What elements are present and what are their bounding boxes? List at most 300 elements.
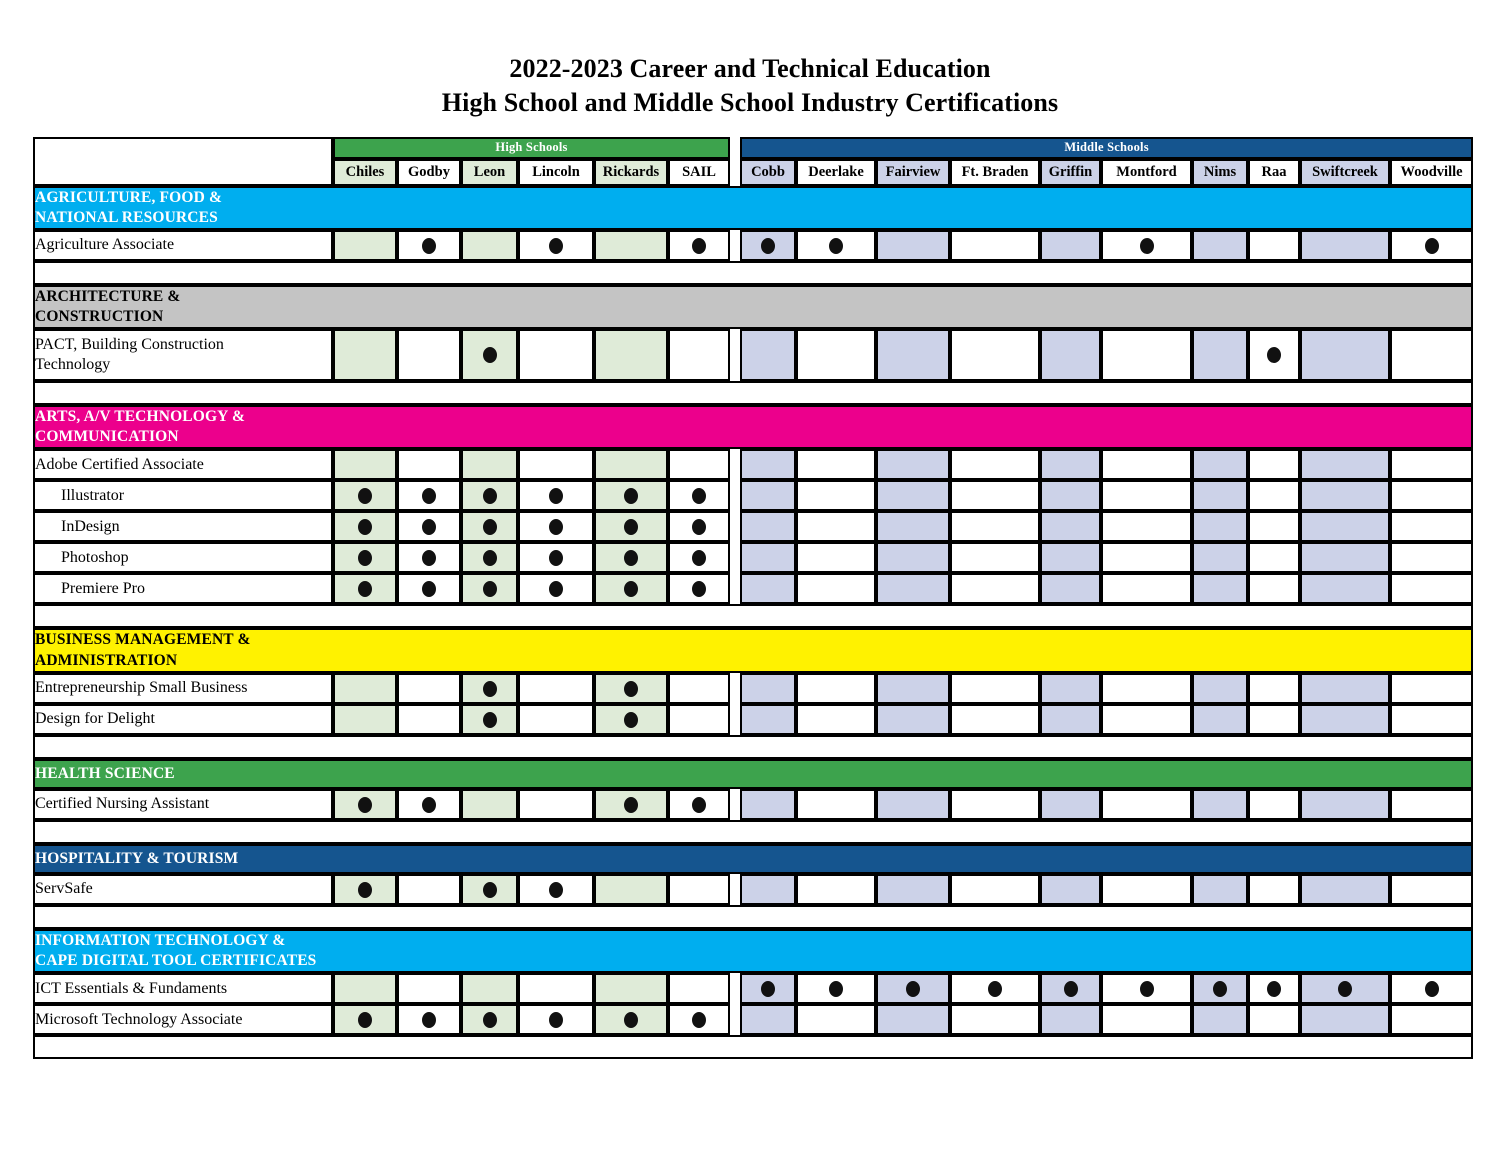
cell-fairview bbox=[876, 329, 950, 381]
cell-godby bbox=[397, 542, 461, 573]
cell-sail bbox=[668, 573, 730, 604]
certification-dot bbox=[358, 550, 372, 566]
cell-sail bbox=[668, 673, 730, 704]
certification-dot bbox=[358, 797, 372, 813]
cell-woodville bbox=[1390, 1004, 1473, 1035]
cell-raa bbox=[1248, 480, 1300, 511]
certification-label: Certified Nursing Assistant bbox=[33, 789, 333, 820]
category-header-hospitality bbox=[33, 844, 1473, 874]
cell-griffin bbox=[1040, 573, 1101, 604]
school-header-deerlake: Deerlake bbox=[796, 159, 876, 186]
cell-nims bbox=[1192, 511, 1248, 542]
cell-lincoln bbox=[518, 573, 594, 604]
cell-fairview bbox=[876, 973, 950, 1004]
certification-dot bbox=[483, 882, 497, 898]
certifications-table bbox=[33, 137, 1473, 1060]
cell-montford bbox=[1101, 874, 1192, 905]
cell-sail bbox=[668, 449, 730, 480]
cell-griffin bbox=[1040, 1004, 1101, 1035]
cell-lincoln bbox=[518, 789, 594, 820]
school-header-cobb: Cobb bbox=[740, 159, 796, 186]
category-header-row-business bbox=[33, 628, 1473, 672]
cell-nims bbox=[1192, 449, 1248, 480]
cell-chiles bbox=[333, 329, 397, 381]
cell-lincoln bbox=[518, 480, 594, 511]
page-title bbox=[0, 0, 1500, 120]
section-gap-column bbox=[730, 673, 740, 704]
cell-cobb bbox=[740, 1004, 796, 1035]
cell-raa bbox=[1248, 329, 1300, 381]
certification-label: Adobe Certified Associate bbox=[33, 449, 333, 480]
cell-rickards bbox=[594, 874, 668, 905]
certification-dot bbox=[624, 1012, 638, 1028]
cell-leon bbox=[461, 230, 518, 261]
school-header-griffin: Griffin bbox=[1040, 159, 1101, 186]
cell-swiftcreek bbox=[1300, 449, 1390, 480]
cell-cobb bbox=[740, 874, 796, 905]
certification-row bbox=[33, 449, 1473, 480]
cell-leon bbox=[461, 973, 518, 1004]
certification-dot bbox=[483, 1012, 497, 1028]
category-header-row-hospitality bbox=[33, 844, 1473, 874]
cell-woodville bbox=[1390, 704, 1473, 735]
school-header-woodville: Woodville bbox=[1390, 159, 1473, 186]
cell-swiftcreek bbox=[1300, 973, 1390, 1004]
category-header-business bbox=[33, 628, 1473, 672]
cell-godby bbox=[397, 511, 461, 542]
certification-dot bbox=[692, 519, 706, 535]
spacer-cell bbox=[33, 261, 1473, 285]
category-header-row-agriculture bbox=[33, 186, 1473, 230]
cell-sail bbox=[668, 511, 730, 542]
section-spacer-row bbox=[33, 820, 1473, 844]
cell-raa bbox=[1248, 230, 1300, 261]
cell-leon bbox=[461, 1004, 518, 1035]
category-header-row-information-technology bbox=[33, 929, 1473, 973]
certification-dot bbox=[549, 488, 563, 504]
cell-rickards bbox=[594, 511, 668, 542]
cell-nims bbox=[1192, 480, 1248, 511]
certification-dot bbox=[829, 981, 843, 997]
certification-row bbox=[33, 789, 1473, 820]
certification-row bbox=[33, 704, 1473, 735]
certification-dot bbox=[422, 1012, 436, 1028]
cell-raa bbox=[1248, 789, 1300, 820]
cell-woodville bbox=[1390, 973, 1473, 1004]
certification-dot bbox=[829, 238, 843, 254]
certification-label: Entrepreneurship Small Business bbox=[33, 673, 333, 704]
cell-nims bbox=[1192, 573, 1248, 604]
cell-fairview bbox=[876, 480, 950, 511]
cell-godby bbox=[397, 1004, 461, 1035]
cell-godby bbox=[397, 789, 461, 820]
section-gap-column bbox=[730, 789, 740, 820]
certification-dot bbox=[483, 550, 497, 566]
cell-swiftcreek bbox=[1300, 673, 1390, 704]
school-header-lincoln: Lincoln bbox=[518, 159, 594, 186]
section-spacer-row bbox=[33, 735, 1473, 759]
cell-woodville bbox=[1390, 573, 1473, 604]
cell-leon bbox=[461, 789, 518, 820]
certification-label: ServSafe bbox=[33, 874, 333, 905]
cell-swiftcreek bbox=[1300, 480, 1390, 511]
school-header-godby: Godby bbox=[397, 159, 461, 186]
cell-nims bbox=[1192, 704, 1248, 735]
cell-cobb bbox=[740, 542, 796, 573]
cell-griffin bbox=[1040, 973, 1101, 1004]
certification-label: Photoshop bbox=[33, 542, 333, 573]
section-gap-column bbox=[730, 329, 740, 381]
spacer-cell bbox=[33, 820, 1473, 844]
spacer-cell bbox=[33, 735, 1473, 759]
cell-leon bbox=[461, 673, 518, 704]
certification-dot bbox=[1267, 347, 1281, 363]
cell-godby bbox=[397, 973, 461, 1004]
certification-dot bbox=[1140, 238, 1154, 254]
cell-cobb bbox=[740, 673, 796, 704]
certification-label bbox=[33, 329, 333, 381]
cell-woodville bbox=[1390, 480, 1473, 511]
cell-godby bbox=[397, 673, 461, 704]
certification-dot bbox=[422, 797, 436, 813]
cell-ft-braden bbox=[950, 573, 1040, 604]
school-header-montford: Montford bbox=[1101, 159, 1192, 186]
certification-dot bbox=[358, 1012, 372, 1028]
certification-dot bbox=[549, 882, 563, 898]
cell-swiftcreek bbox=[1300, 1004, 1390, 1035]
section-spacer-row bbox=[33, 1035, 1473, 1059]
school-header-ft-braden: Ft. Braden bbox=[950, 159, 1040, 186]
cell-cobb bbox=[740, 329, 796, 381]
cell-woodville bbox=[1390, 449, 1473, 480]
cell-lincoln bbox=[518, 1004, 594, 1035]
cell-ft-braden bbox=[950, 973, 1040, 1004]
cell-swiftcreek bbox=[1300, 230, 1390, 261]
cell-deerlake bbox=[796, 673, 876, 704]
cell-sail bbox=[668, 973, 730, 1004]
certification-dot bbox=[483, 347, 497, 363]
school-header-swiftcreek: Swiftcreek bbox=[1300, 159, 1390, 186]
cell-cobb bbox=[740, 480, 796, 511]
title-line-1: 2022-2023 Career and Technical Education bbox=[509, 54, 991, 83]
cell-chiles bbox=[333, 480, 397, 511]
cell-deerlake bbox=[796, 480, 876, 511]
cell-ft-braden bbox=[950, 449, 1040, 480]
cell-leon bbox=[461, 573, 518, 604]
spacer-cell bbox=[33, 905, 1473, 929]
cell-godby bbox=[397, 874, 461, 905]
school-header-nims: Nims bbox=[1192, 159, 1248, 186]
cell-nims bbox=[1192, 673, 1248, 704]
cell-lincoln bbox=[518, 511, 594, 542]
certification-dot bbox=[483, 681, 497, 697]
section-spacer-row bbox=[33, 381, 1473, 405]
cell-lincoln bbox=[518, 704, 594, 735]
cell-swiftcreek bbox=[1300, 789, 1390, 820]
cell-fairview bbox=[876, 511, 950, 542]
cell-raa bbox=[1248, 874, 1300, 905]
cell-montford bbox=[1101, 573, 1192, 604]
category-header-row-health bbox=[33, 759, 1473, 789]
cell-nims bbox=[1192, 1004, 1248, 1035]
school-header-chiles: Chiles bbox=[333, 159, 397, 186]
school-group-header-row bbox=[33, 137, 1473, 159]
school-header-sail: SAIL bbox=[668, 159, 730, 186]
cell-cobb bbox=[740, 789, 796, 820]
cell-griffin bbox=[1040, 704, 1101, 735]
cell-chiles bbox=[333, 973, 397, 1004]
school-header-leon: Leon bbox=[461, 159, 518, 186]
category-header-architecture bbox=[33, 285, 1473, 329]
cell-leon bbox=[461, 704, 518, 735]
cell-griffin bbox=[1040, 542, 1101, 573]
section-gap-column bbox=[730, 704, 740, 735]
category-header-line-2: CONSTRUCTION bbox=[35, 308, 164, 326]
cell-cobb bbox=[740, 230, 796, 261]
certification-row bbox=[33, 573, 1473, 604]
cell-raa bbox=[1248, 704, 1300, 735]
cell-cobb bbox=[740, 573, 796, 604]
cell-rickards bbox=[594, 973, 668, 1004]
category-header-line-1: ARCHITECTURE & bbox=[35, 287, 181, 305]
certification-row bbox=[33, 973, 1473, 1004]
cell-lincoln bbox=[518, 874, 594, 905]
cell-montford bbox=[1101, 542, 1192, 573]
category-header-health bbox=[33, 759, 1473, 789]
certification-dot bbox=[624, 519, 638, 535]
certification-dot bbox=[692, 550, 706, 566]
cell-raa bbox=[1248, 1004, 1300, 1035]
section-gap-column bbox=[730, 573, 740, 604]
cell-nims bbox=[1192, 789, 1248, 820]
cell-rickards bbox=[594, 704, 668, 735]
certification-dot bbox=[422, 519, 436, 535]
cell-deerlake bbox=[796, 511, 876, 542]
certification-dot bbox=[549, 550, 563, 566]
cell-griffin bbox=[1040, 511, 1101, 542]
certification-dot bbox=[906, 981, 920, 997]
cell-leon bbox=[461, 480, 518, 511]
certification-dot bbox=[1267, 981, 1281, 997]
cell-rickards bbox=[594, 673, 668, 704]
cell-sail bbox=[668, 329, 730, 381]
certifications-table-wrapper bbox=[33, 137, 1467, 1060]
certification-dot bbox=[422, 550, 436, 566]
cell-deerlake bbox=[796, 542, 876, 573]
cell-woodville bbox=[1390, 511, 1473, 542]
cell-fairview bbox=[876, 874, 950, 905]
middle-schools-group-header: Middle Schools bbox=[740, 137, 1473, 159]
cell-lincoln bbox=[518, 673, 594, 704]
certification-row bbox=[33, 874, 1473, 905]
cell-lincoln bbox=[518, 230, 594, 261]
cell-rickards bbox=[594, 449, 668, 480]
cell-lincoln bbox=[518, 449, 594, 480]
category-header-line-2: CAPE DIGITAL TOOL CERTIFICATES bbox=[35, 952, 317, 970]
cell-fairview bbox=[876, 673, 950, 704]
cell-ft-braden bbox=[950, 789, 1040, 820]
cell-ft-braden bbox=[950, 1004, 1040, 1035]
cell-raa bbox=[1248, 511, 1300, 542]
cell-deerlake bbox=[796, 230, 876, 261]
certification-dot bbox=[1425, 238, 1439, 254]
cell-woodville bbox=[1390, 673, 1473, 704]
cell-montford bbox=[1101, 329, 1192, 381]
cell-godby bbox=[397, 704, 461, 735]
certification-dot bbox=[483, 488, 497, 504]
cell-rickards bbox=[594, 230, 668, 261]
cell-chiles bbox=[333, 449, 397, 480]
category-header-row-architecture bbox=[33, 285, 1473, 329]
cell-griffin bbox=[1040, 789, 1101, 820]
cell-griffin bbox=[1040, 673, 1101, 704]
certification-dot bbox=[624, 581, 638, 597]
certification-dot bbox=[358, 581, 372, 597]
certification-row bbox=[33, 1004, 1473, 1035]
section-gap-column bbox=[730, 973, 740, 1004]
section-spacer-row bbox=[33, 261, 1473, 285]
cell-nims bbox=[1192, 230, 1248, 261]
cell-sail bbox=[668, 1004, 730, 1035]
spacer-cell bbox=[33, 381, 1473, 405]
cell-chiles bbox=[333, 230, 397, 261]
cell-griffin bbox=[1040, 449, 1101, 480]
cell-nims bbox=[1192, 542, 1248, 573]
certification-dot bbox=[624, 712, 638, 728]
certification-dot bbox=[761, 981, 775, 997]
certification-dot bbox=[483, 519, 497, 535]
certification-dot bbox=[358, 882, 372, 898]
cell-ft-braden bbox=[950, 511, 1040, 542]
category-header-information-technology bbox=[33, 929, 1473, 973]
certification-dot bbox=[624, 550, 638, 566]
certification-dot bbox=[1140, 981, 1154, 997]
cell-fairview bbox=[876, 789, 950, 820]
cell-fairview bbox=[876, 1004, 950, 1035]
certification-dot bbox=[1213, 981, 1227, 997]
cell-raa bbox=[1248, 542, 1300, 573]
section-gap-column bbox=[730, 449, 740, 480]
cell-montford bbox=[1101, 449, 1192, 480]
certification-dot bbox=[624, 797, 638, 813]
cell-rickards bbox=[594, 789, 668, 820]
cell-ft-braden bbox=[950, 329, 1040, 381]
certification-row bbox=[33, 673, 1473, 704]
cell-griffin bbox=[1040, 230, 1101, 261]
cell-nims bbox=[1192, 874, 1248, 905]
certification-dot bbox=[988, 981, 1002, 997]
certification-dot bbox=[1338, 981, 1352, 997]
cell-swiftcreek bbox=[1300, 704, 1390, 735]
cell-montford bbox=[1101, 973, 1192, 1004]
cell-leon bbox=[461, 511, 518, 542]
cell-rickards bbox=[594, 480, 668, 511]
cell-deerlake bbox=[796, 789, 876, 820]
category-header-row-arts bbox=[33, 405, 1473, 449]
cell-montford bbox=[1101, 480, 1192, 511]
cell-montford bbox=[1101, 230, 1192, 261]
title-line-2: High School and Middle School Industry Certifications bbox=[441, 87, 1059, 117]
cell-lincoln bbox=[518, 973, 594, 1004]
cell-nims bbox=[1192, 329, 1248, 381]
section-spacer-row bbox=[33, 604, 1473, 628]
cell-raa bbox=[1248, 973, 1300, 1004]
cell-deerlake bbox=[796, 704, 876, 735]
cell-montford bbox=[1101, 789, 1192, 820]
certification-label: Microsoft Technology Associate bbox=[33, 1004, 333, 1035]
certification-label: Premiere Pro bbox=[33, 573, 333, 604]
cell-woodville bbox=[1390, 789, 1473, 820]
cell-cobb bbox=[740, 511, 796, 542]
certification-label-line-2: Technology bbox=[35, 356, 111, 374]
certification-dot bbox=[692, 1012, 706, 1028]
cell-deerlake bbox=[796, 449, 876, 480]
certification-label: InDesign bbox=[33, 511, 333, 542]
cell-swiftcreek bbox=[1300, 542, 1390, 573]
cell-ft-braden bbox=[950, 480, 1040, 511]
cell-chiles bbox=[333, 789, 397, 820]
certification-dot bbox=[624, 681, 638, 697]
cell-deerlake bbox=[796, 329, 876, 381]
cell-lincoln bbox=[518, 542, 594, 573]
cell-woodville bbox=[1390, 542, 1473, 573]
certification-dot bbox=[692, 797, 706, 813]
certification-dot bbox=[761, 238, 775, 254]
certification-dot bbox=[692, 238, 706, 254]
cell-woodville bbox=[1390, 329, 1473, 381]
cell-leon bbox=[461, 329, 518, 381]
cell-griffin bbox=[1040, 480, 1101, 511]
section-gap-column bbox=[730, 137, 740, 186]
certification-row bbox=[33, 542, 1473, 573]
cell-godby bbox=[397, 449, 461, 480]
cell-sail bbox=[668, 542, 730, 573]
table-corner-cell bbox=[33, 137, 333, 186]
cell-chiles bbox=[333, 573, 397, 604]
cell-chiles bbox=[333, 673, 397, 704]
section-gap-column bbox=[730, 1004, 740, 1035]
certification-row bbox=[33, 480, 1473, 511]
cell-swiftcreek bbox=[1300, 511, 1390, 542]
category-header-line-1: HOSPITALITY & TOURISM bbox=[35, 849, 239, 867]
certification-dot bbox=[358, 488, 372, 504]
certification-dot bbox=[1425, 981, 1439, 997]
cell-rickards bbox=[594, 542, 668, 573]
certification-dot bbox=[549, 519, 563, 535]
certification-dot bbox=[549, 1012, 563, 1028]
school-header-raa: Raa bbox=[1248, 159, 1300, 186]
certification-row bbox=[33, 511, 1473, 542]
cell-lincoln bbox=[518, 329, 594, 381]
cell-ft-braden bbox=[950, 874, 1040, 905]
certification-dot bbox=[422, 238, 436, 254]
cell-godby bbox=[397, 230, 461, 261]
school-header-rickards: Rickards bbox=[594, 159, 668, 186]
cell-rickards bbox=[594, 1004, 668, 1035]
cell-cobb bbox=[740, 449, 796, 480]
cell-montford bbox=[1101, 511, 1192, 542]
certification-dot bbox=[483, 712, 497, 728]
cell-godby bbox=[397, 573, 461, 604]
certification-dot bbox=[483, 581, 497, 597]
category-header-line-1: BUSINESS MANAGEMENT & bbox=[35, 631, 251, 649]
cell-montford bbox=[1101, 673, 1192, 704]
certification-label-line-1: PACT, Building Construction bbox=[35, 335, 224, 353]
category-header-line-2: ADMINISTRATION bbox=[35, 651, 178, 669]
section-gap-column bbox=[730, 480, 740, 511]
cell-fairview bbox=[876, 542, 950, 573]
cell-chiles bbox=[333, 1004, 397, 1035]
